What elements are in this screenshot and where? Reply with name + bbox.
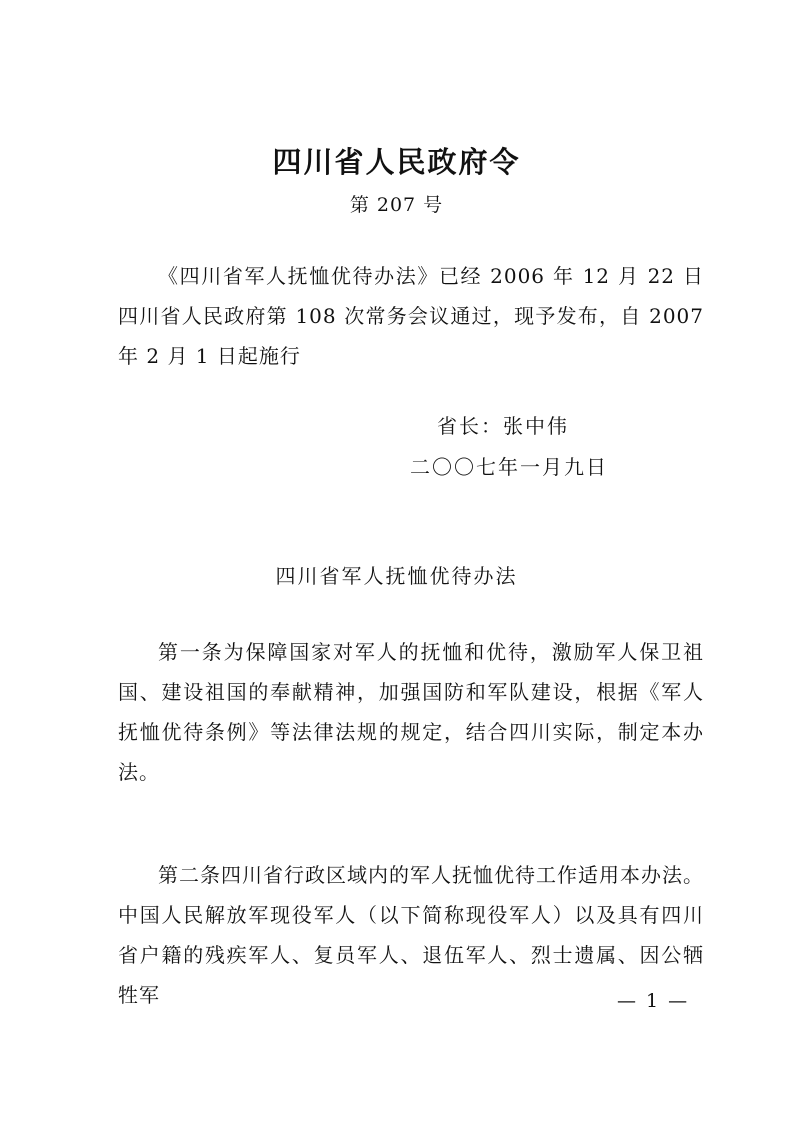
- page-number: — 1 —: [617, 990, 690, 1012]
- decree-paragraph: 《四川省军人抚恤优待办法》已经 2006 年 12 月 22 日四川省人民政府第 108 次常务会议通过，现予发布，自 2007 年 2 月 1 日起施行: [118, 264, 704, 368]
- article-paragraph: 第一条为保障国家对军人的抚恤和优待，激励军人保卫祖国、建设祖国的奉献精神，加强国防和军队建设，根据《军人抚恤优待条例》等法律法规的规定，结合四川实际，制定本办法。: [118, 640, 704, 784]
- order-number: 第 207 号: [349, 194, 444, 216]
- document-title: 四川省军人抚恤优待办法: [275, 564, 518, 588]
- article-paragraph: 第二条四川省行政区域内的军人抚恤优待工作适用本办法。中国人民解放军现役军人（以下简称现役军人）以及具有四川省户籍的残疾军人、复员军人、退伍军人、烈士遗属、因公牺牲军: [118, 863, 704, 1007]
- page-title: 四川省人民政府令: [272, 145, 521, 179]
- signature-date: 二〇〇七年一月九日: [410, 455, 608, 479]
- governor-signature: 省长：张中伟: [437, 414, 569, 438]
